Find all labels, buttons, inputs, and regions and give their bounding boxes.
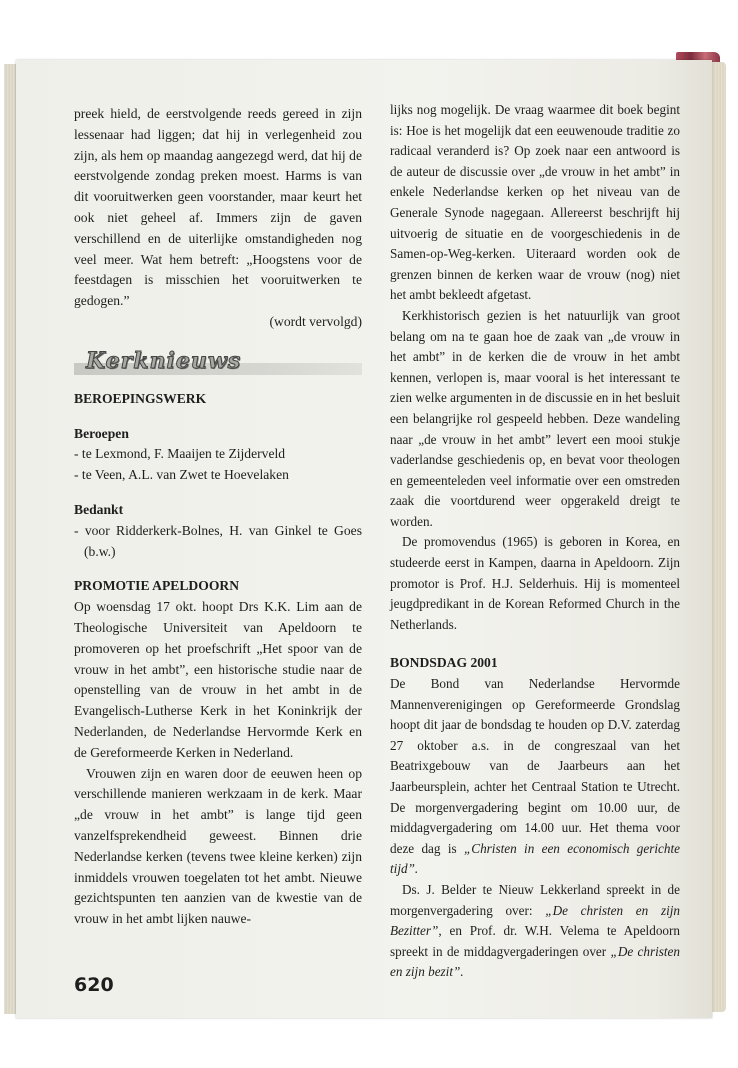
page-number: 620 [74, 974, 114, 996]
banner-title: Kerknieuws [86, 347, 242, 374]
section-heading-bondsdag: BONDSDAG 2001 [390, 655, 498, 671]
bondsdag-text: De Bond van Nederlandse Hervormde Mannenverenigingen op Gereformeerde Grondslag hoopt dit jaar de bondsdag te houden op D.V. zaterdag 27 oktober a.s. in de congreszaal van het Beatrixgebouw van de Jaarbeurs aan het Jaarbeursplein, achter het Centraal Station te Utrecht. De morgenvergadering begint om 10.00 uur, de middagvergadering om 14.00 uur. Het thema voor deze dag is [390, 676, 680, 856]
intro-paragraph: preek hield, de eerstvolgende reeds gereed in zijn lessenaar had liggen; dat hij in verlegenheid zou zijn, als hem op maandag aangezegd werd, dat hij de eerstvolgende zondag preken moest. Harms is van dit vooruitwerken geen voorstander, maar keurt het ook niet geheel af. Immers zijn de gaven verschillend en de uiterlijke omstandigheden nog veel meer. Wat hem betreft: „Hoogstens voor de feestdagen is misschien het vooruitwerken te gedogen.” [74, 106, 362, 309]
list-item: - te Lexmond, F. Maaijen te Zijderveld [74, 446, 286, 462]
speaker-topic-2: „De christen en zijn bezit”. [390, 943, 681, 980]
continued-note: (wordt vervolgd) [269, 313, 362, 329]
bondsdag-paragraph-2 [390, 880, 680, 983]
promotie-paragraph-2: Vrouwen zijn en waren door de eeuwen heen op verschillende manieren werkzaam in de kerk. Maar „de vrouw in het ambt” is lange tijd geen vanzelfsprekendheid geweest. Binnen drie Nederlandse kerken (tevens twee kleine kerken) zijn inmiddels vrouwen toegelaten tot het ambt. Nieuwe gezichtspunten ten aanzien van de kwestie van de vrouw in het ambt lijken nauwe- [74, 765, 362, 927]
section-heading-promotie: PROMOTIE APELDOORN [74, 578, 240, 594]
list-item: - voor Ridderkerk-Bolnes, H. van Ginkel te Goes (b.w.) [74, 522, 362, 559]
speaker-topic-1: „De christen en zijn Bezitter” [390, 902, 680, 939]
promotie-paragraph-1: Op woensdag 17 okt. hoopt Drs K.K. Lim aan de Theologische Universiteit van Apeldoorn te promoveren op het proefschrift „Het spoor van de vrouw in het ambt”, een historische studie naar de openstelling van de vrouw in het ambt in de Evangelisch-Lutherse Kerk in het Koninkrijk der Nederlanden, de Nederlandse Hervormde Kerk en de Gereformeerde Kerken in Nederland. [74, 599, 362, 760]
speakers-text-a: Ds. J. Belder te Nieuw Lekkerland spreekt in de morgenvergadering over: [390, 881, 680, 918]
speakers-text-b: , en Prof. dr. W.H. Velema te Apeldoorn spreekt in de middagvergaderingen over [390, 923, 680, 959]
subheading-beroepen: Beroepen [74, 425, 129, 441]
section-heading-beroepingswerk: BEROEPINGSWERK [74, 390, 207, 406]
kerknieuws-banner [74, 347, 362, 381]
right-page-edges [712, 62, 726, 1012]
review-paragraph-1: lijks nog mogelijk. De vraag waarmee dit boek begint is: Hoe is het mogelijk dat een eeuwenoude traditie zo radicaal veranderd is? Op zoek naar een antwoord is de auteur de discussie over „de vrouw in het ambt” in enkele Nederlandse kerken op het niveau van de Generale Synode nagegaan. Allereerst beschrijft hij uitvoerig de situatie en de voorgeschiedenis in de Samen-op-Weg-kerken. Uiteraard worden ook de grenzen binnen de kerken waar de vrouw (nog) niet het ambt bekleedt afgetast. [390, 102, 680, 303]
left-column [74, 104, 362, 930]
review-paragraph-2: Kerkhistorisch gezien is het natuurlijk van groot belang om na te gaan hoe de zaak van „de vrouw in het ambt” in de kerken die de vrouw in het ambt kennen, verlopen is, maar vooral is het interessant te zien welke argumenten in de discussie en in het besluit een belangrijke rol gespeeld hebben. Deze wandeling naar „de vrouw in het ambt” levert een mooi stukje vaderlandse geschiedenis op, en bevat voor theologen en gemeenteleden veel informatie over een omstreden zaak die voortdurend weer opgerakeld dreigt te worden. [390, 307, 680, 529]
list-item: - te Veen, A.L. van Zwet te Hoevelaken [74, 467, 289, 483]
bondsdag-theme: „Christen in een economisch gerichte tijd”. [390, 840, 680, 877]
magazine-page [16, 60, 712, 1018]
bondsdag-paragraph-1 [390, 674, 680, 880]
right-column [390, 100, 680, 983]
subheading-bedankt: Bedankt [74, 501, 124, 517]
review-paragraph-3: De promovendus (1965) is geboren in Korea, en studeerde eerst in Kampen, daarna in Apeldoorn. Zijn promotor is Prof. H.J. Selderhuis. Hij is momenteel jeugdpredikant in de Korean Reformed Church in the Netherlands. [390, 534, 680, 632]
